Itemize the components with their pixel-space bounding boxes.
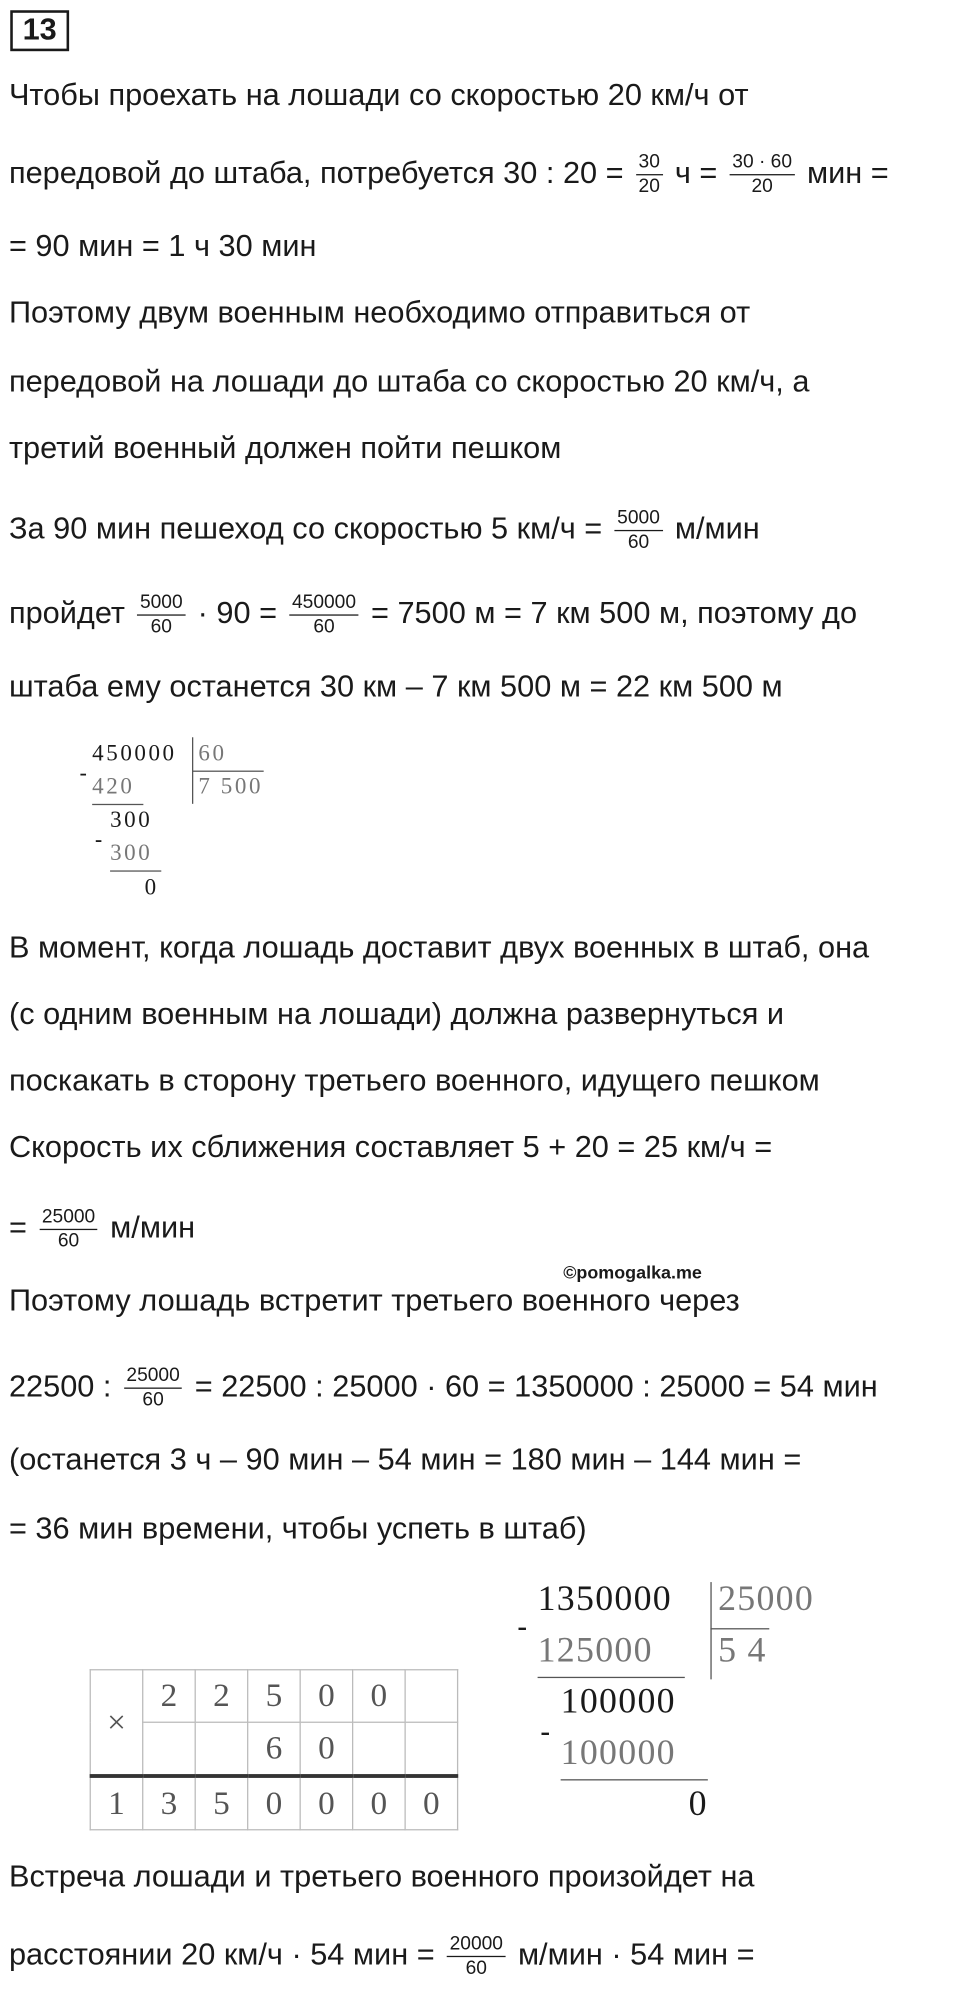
multiplication-sign: ×: [90, 1670, 142, 1776]
mult-cell: 0: [300, 1670, 352, 1722]
mult-result-cell: 5: [195, 1776, 247, 1830]
text-line-2: [9, 151, 889, 198]
text-line-19: Встреча лошади и третьего военного произойдет на: [8, 1859, 755, 1895]
division1-minus-2: -: [94, 826, 103, 853]
text-line-12: поскакать в сторону третьего военного, идущего пешком: [8, 1063, 820, 1099]
division1-step-2: 300: [110, 806, 153, 832]
fraction-20000-60: $\frac{20000}{60}$: [447, 1933, 506, 1980]
division1-line-2: [110, 870, 161, 872]
mult-result-cell: 0: [353, 1776, 405, 1830]
multiplication-row-2: [90, 1722, 457, 1776]
text-line-20b: м/мин · 54 мин =: [517, 1937, 755, 1973]
division1-step-3: 300: [110, 839, 153, 866]
mult-cell: 0: [300, 1722, 352, 1776]
division2-step-2: 100000: [560, 1681, 676, 1722]
division2-line-1: [538, 1677, 685, 1679]
text-line-9: штаба ему останется 30 км – 7 км 500 м = 22 км 500 м: [8, 669, 783, 704]
text-line-14: [9, 1206, 195, 1253]
division2-vertical-bar: [710, 1582, 712, 1679]
division1-minus-1: -: [79, 760, 88, 786]
mult-cell: [195, 1722, 247, 1776]
text-line-2c: мин =: [806, 155, 889, 191]
multiplication-result-row: [90, 1776, 457, 1830]
mult-cell: [143, 1722, 195, 1776]
division2-step-1: 125000: [537, 1630, 653, 1671]
text-line-7: [9, 507, 760, 554]
division1-dividend: 450000: [92, 739, 177, 766]
division2-divisor: 25000: [718, 1579, 815, 1620]
division1-divisor: 60: [198, 739, 227, 766]
division1-step-1: 420: [92, 773, 135, 799]
mult-cell: [405, 1722, 457, 1776]
text-line-8c: = 7500 м = 7 км 500 м, поэтому до: [370, 596, 858, 631]
division1-remainder: 0: [144, 874, 157, 900]
text-line-16a: 22500 :: [8, 1369, 112, 1404]
text-line-13: Скорость их сближения составляет 5 + 20 = 25 км/ч =: [8, 1130, 773, 1165]
text-line-14b: м/мин: [110, 1210, 196, 1246]
mult-result-cell: 0: [248, 1776, 300, 1830]
multiplication-table: [90, 1669, 459, 1830]
text-line-5: передовой на лошади до штаба со скоростью 20 км/ч, а: [8, 364, 810, 400]
division2-remainder: 0: [688, 1784, 707, 1824]
text-line-4: Поэтому двум военным необходимо отправиться от: [8, 295, 751, 331]
text-line-7b: м/мин: [674, 511, 760, 547]
mult-result-cell: 0: [300, 1776, 352, 1830]
mult-result-cell: 1: [90, 1776, 142, 1830]
text-line-17: (останется 3 ч – 90 мин – 54 мин = 180 мин – 144 мин =: [8, 1442, 802, 1478]
text-line-7a: За 90 мин пешеход со скоростью 5 км/ч =: [8, 511, 603, 547]
mult-cell: 0: [353, 1670, 405, 1722]
mult-cell: 2: [143, 1670, 195, 1722]
text-line-14a: =: [8, 1210, 27, 1246]
text-line-1: Чтобы проехать на лошади со скоростью 20 км/ч от: [8, 78, 749, 113]
text-line-2b: ч =: [674, 155, 718, 191]
division2-minus-1: -: [517, 1610, 528, 1645]
text-line-20a: расстоянии 20 км/ч · 54 мин =: [8, 1937, 435, 1973]
text-line-15: Поэтому лошадь встретит третьего военного через: [8, 1283, 740, 1319]
mult-result-cell: 3: [143, 1776, 195, 1830]
text-line-8: [9, 591, 857, 638]
text-line-20: [9, 1933, 755, 1980]
text-line-8b: · 90 =: [197, 596, 278, 631]
mult-cell: 2: [195, 1670, 247, 1722]
fraction-30x60-20: $\frac{30 \cdot 60}{20}$: [730, 151, 795, 198]
division2-line-2: [561, 1779, 708, 1781]
text-line-16: [9, 1364, 878, 1411]
text-line-11: (с одним военным на лошади) должна развернуться и: [8, 997, 785, 1032]
fraction-25000-60-a: $\frac{25000}{60}$: [39, 1206, 98, 1253]
fraction-30-20: $\frac{30}{20}$: [636, 151, 662, 198]
division2-step-3: 100000: [560, 1733, 676, 1773]
fraction-25000-60-b: $\frac{25000}{60}$: [124, 1364, 183, 1411]
division1-line-1: [92, 804, 143, 806]
fraction-5000-60-a: $\frac{5000}{60}$: [615, 507, 663, 554]
text-line-16b: = 22500 : 25000 · 60 = 1350000 : 25000 = 54 мин: [194, 1369, 878, 1404]
mult-result-cell: 0: [405, 1776, 457, 1830]
text-line-6: третий военный должен пойти пешком: [8, 431, 562, 466]
text-line-3: = 90 мин = 1 ч 30 мин: [8, 229, 317, 264]
multiplication-row-1: [90, 1670, 457, 1722]
division2-divisor-underline: [710, 1628, 769, 1630]
mult-cell: 6: [248, 1722, 300, 1776]
fraction-5000-60-b: $\frac{5000}{60}$: [137, 591, 185, 638]
problem-number-badge: 13: [10, 10, 69, 51]
mult-cell: [405, 1670, 457, 1722]
text-line-8a: пройдет: [8, 596, 126, 631]
watermark: ©pomogalka.me: [563, 1262, 702, 1283]
text-line-2a: передовой до штаба, потребуется 30 : 20 =: [8, 155, 624, 191]
division2-minus-2: -: [540, 1715, 551, 1750]
text-line-18: = 36 мин времени, чтобы успеть в штаб): [8, 1511, 587, 1547]
fraction-450000-60: $\frac{450000}{60}$: [289, 591, 358, 638]
text-line-10: В момент, когда лошадь доставит двух военных в штаб, она: [8, 930, 870, 966]
mult-cell: [353, 1722, 405, 1776]
division2-dividend: 1350000: [537, 1579, 672, 1620]
division1-quotient: 7 500: [198, 773, 264, 799]
division2-quotient: 5 4: [718, 1630, 767, 1671]
division1-divisor-underline: [192, 771, 264, 773]
mult-cell: 5: [248, 1670, 300, 1722]
